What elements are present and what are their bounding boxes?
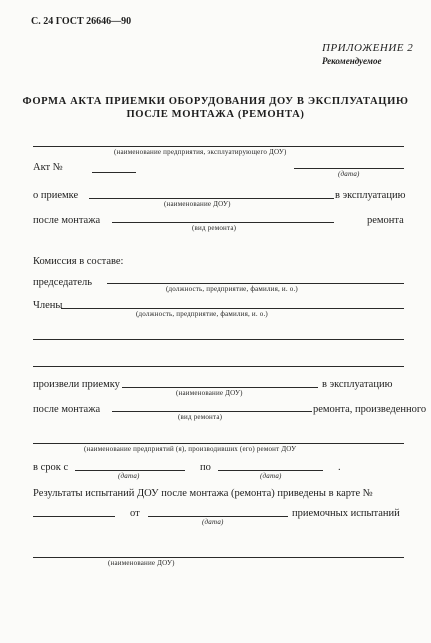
date-to-line [218,470,323,471]
dou-name-line-3 [33,557,404,558]
form-title-line2: ПОСЛЕ МОНТАЖА (РЕМОНТА) [126,109,305,120]
posle-montazha-label: после монтажа [33,215,101,226]
appendix-label: ПРИЛОЖЕНИЕ 2 [322,42,414,54]
org-operating-line [33,146,404,147]
v-ekspluataciyu-label: в эксплуатацию [335,190,406,201]
caption-repair-type-2: (вид ремонта) [178,413,223,421]
members-extra-line-1 [33,339,404,340]
akt-number-label: Акт № [33,162,63,173]
caption-position-2: (должность, предприятие, фамилия, и. о.) [136,310,268,318]
posle-montazha-label-2: после монтажа [33,404,101,415]
caption-card-date: (дата) [202,518,224,526]
results-text: Результаты испытаний ДОУ после монтажа (ремонта) приведены в карте № [33,488,373,499]
proizveli-label: произвели приемку [33,379,120,390]
caption-date: (дата) [338,170,360,178]
remont-proizv-label: ремонта, произведенного [313,404,427,415]
card-date-line [148,516,288,517]
v-ekspluataciyu-label-2: в эксплуатацию [322,379,393,390]
remonta-label: ремонта [367,215,404,226]
caption-org-operating: (наименование предприятия, эксплуатирующего ДОУ) [114,148,287,156]
form-title-line1: ФОРМА АКТА ПРИЕМКИ ОБОРУДОВАНИЯ ДОУ В ЭКСПЛУАТАЦИЮ [22,96,409,107]
caption-dou-name-3: (наименование ДОУ) [108,559,175,567]
dou-name-line-2 [122,387,318,388]
period-dot: . [338,462,341,473]
members-label: Члены [33,300,63,311]
v-srok-s-label: в срок с [33,462,69,473]
caption-date-to: (дата) [260,472,282,480]
page-reference: С. 24 ГОСТ 26646—90 [31,16,132,27]
o-priemke-label: о приемке [33,190,79,201]
caption-dou-name: (наименование ДОУ) [164,200,231,208]
date-from-line [75,470,185,471]
members-line [61,308,404,309]
repair-type-line-2 [112,411,312,412]
ot-label: от [130,508,140,519]
members-extra-line-2 [33,366,404,367]
po-label: по [200,462,211,473]
caption-date-from: (дата) [118,472,140,480]
dou-name-line [89,198,334,199]
acceptance-tests-label: приемочных испытаний [292,508,400,519]
akt-number-line [92,172,136,173]
caption-repair-type: (вид ремонта) [192,224,237,232]
recommended-label: Рекомендуемое [322,56,382,66]
akt-date-line [294,168,404,169]
repair-type-line [112,222,334,223]
card-number-line [33,516,115,517]
caption-position: (должность, предприятие, фамилия, и. о.) [166,285,298,293]
commission-label: Комиссия в составе: [33,256,124,267]
org-repair-line [33,443,404,444]
caption-org-repair: (наименование предприятий (я), производивших (его) ремонт ДОУ [84,445,297,453]
chairman-label: председатель [33,277,93,288]
chairman-line [107,283,404,284]
caption-dou-name-2: (наименование ДОУ) [176,389,243,397]
